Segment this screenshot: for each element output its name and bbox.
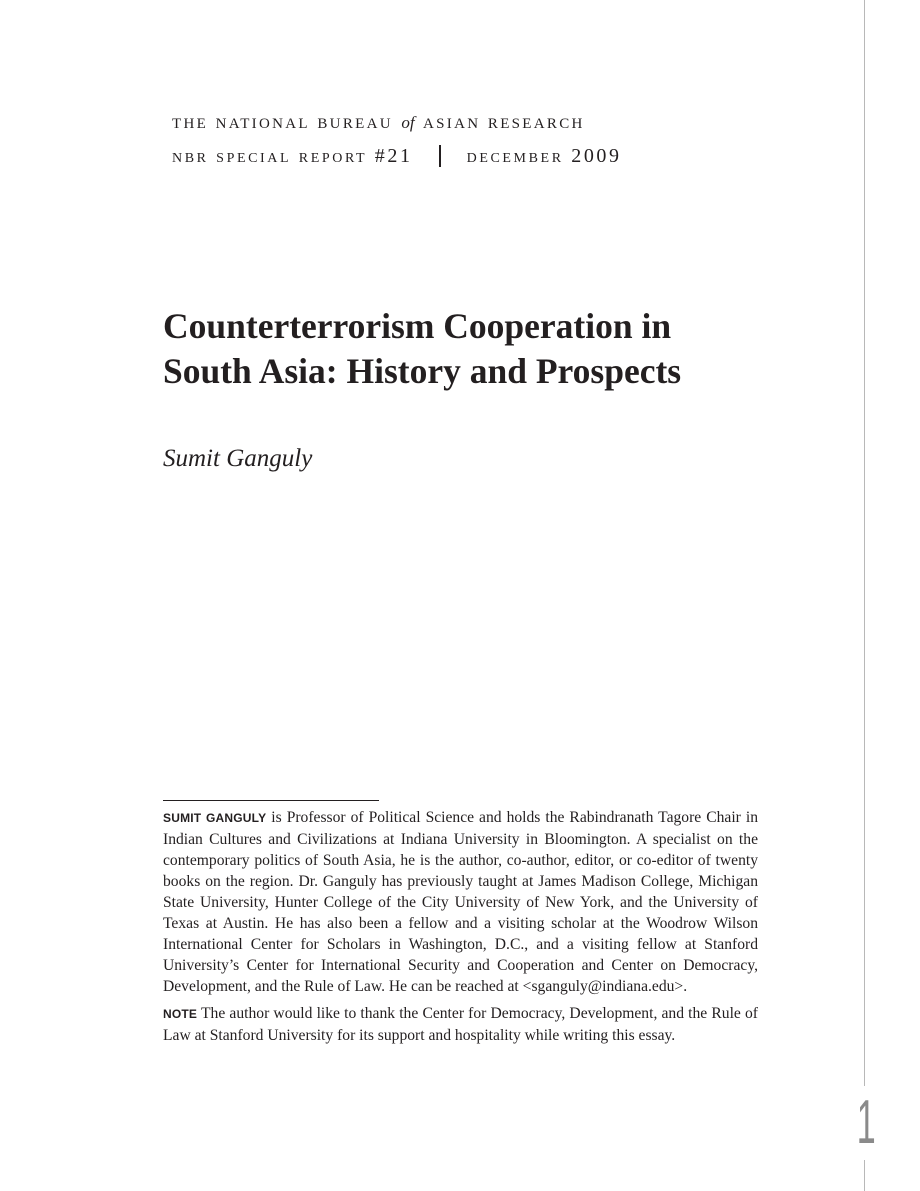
- page-edge-rule-top: [864, 0, 865, 1086]
- report-label: nbr special report #21: [172, 145, 413, 167]
- masthead-org-pre: the national bureau: [172, 109, 393, 133]
- report-divider: [439, 145, 441, 167]
- bio-label: SUMIT GANGULY: [163, 811, 267, 825]
- masthead-org-post: asian research: [423, 109, 585, 133]
- title-line-2: South Asia: History and Prospects: [163, 351, 682, 391]
- author-bio: [163, 807, 758, 997]
- note-label: NOTE: [163, 1007, 198, 1021]
- report-date: december 2009: [466, 145, 622, 167]
- publisher-masthead: [172, 109, 585, 134]
- report-info-line: [172, 145, 622, 168]
- page-edge-rule-bottom: [864, 1160, 865, 1191]
- footnotes: [163, 807, 758, 1052]
- note-text: The author would like to thank the Center for Democracy, Development, and the Rule of Law at Stanford University for its support and hospitality while writing this essay.: [163, 1005, 758, 1044]
- report-title: [163, 304, 803, 394]
- masthead-of: of: [401, 113, 415, 132]
- author-name: Sumit Ganguly: [163, 445, 313, 472]
- bio-text: is Professor of Political Science and holds the Rabindranath Tagore Chair in Indian Cultures and Civilizations at Indiana University in Bloomington. A specialist on the contemporary politics of South Asia, he is the author, co-author, editor, or co-editor of twenty books on the region. Dr. Ganguly has previously taught at James Madison College, Michigan State University, Hunter College of the City University of New York, and the University of Texas at Austin. He has also been a fellow and a visiting scholar at the Woodrow Wilson International Center for Scholars in Washington, D.C., and a visiting fellow at Stanford University’s Center for International Security and Cooperation and Center on Democracy, Development, and the Rule of Law. He can be reached at <sganguly@indiana.edu>.: [163, 809, 758, 995]
- author-note: [163, 1003, 758, 1046]
- title-line-1: Counterterrorism Cooperation in: [163, 306, 672, 346]
- page-number: 1: [856, 1088, 876, 1157]
- footnote-rule: [163, 800, 379, 801]
